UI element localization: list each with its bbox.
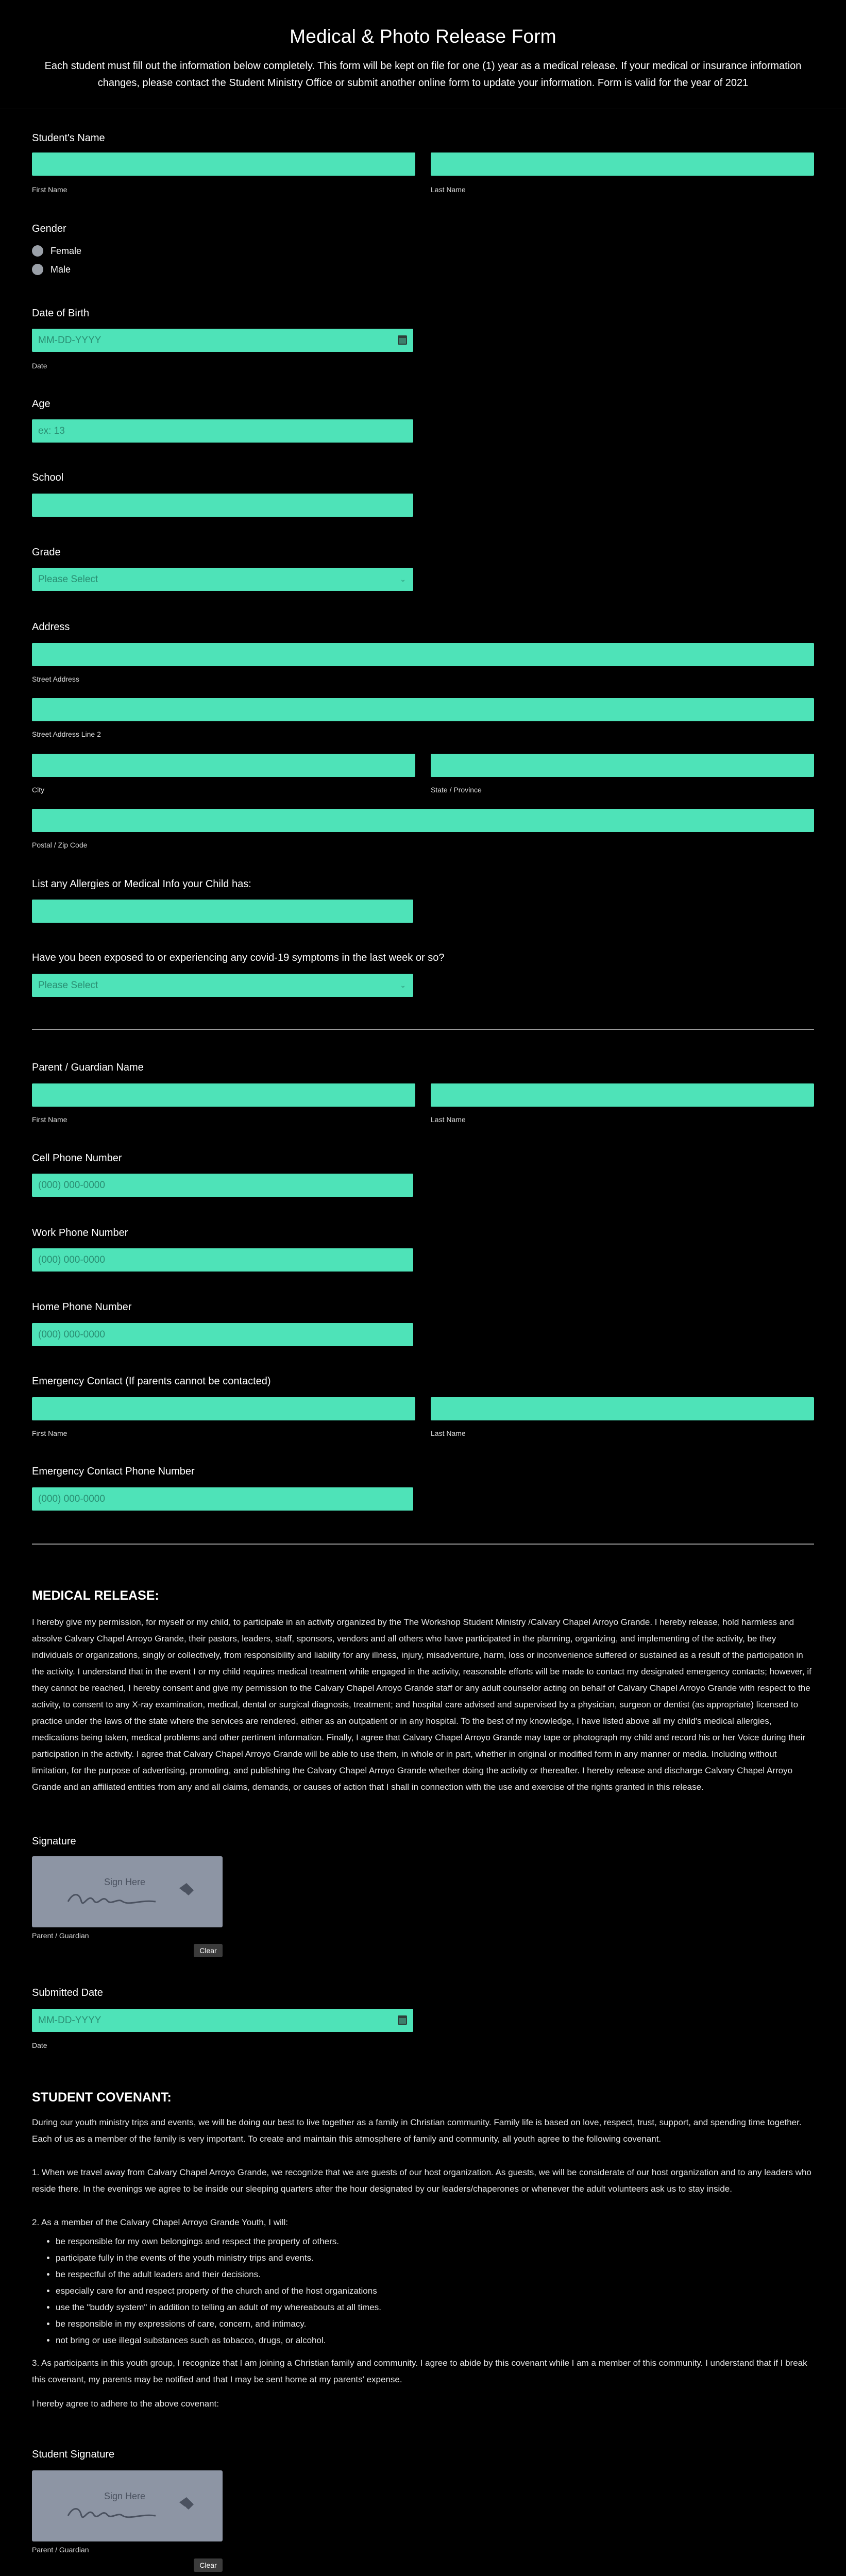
grade-placeholder: Please Select <box>38 574 98 585</box>
guardian-first-name-input[interactable] <box>32 1083 415 1107</box>
calendar-icon[interactable] <box>398 2015 407 2025</box>
covenant-intro: During our youth ministry trips and events, we will be doing our best to live together as a family in Christian community. Family life is based on love, respect, trust, support, and spending time together. Each of us as a member of the family is very important. To create and maintain this atmosphere of family and community, all youth agree to the following covenant. <box>32 2117 802 2144</box>
covenant-heading: STUDENT COVENANT: <box>32 2090 172 2105</box>
student-last-name-input[interactable] <box>431 152 814 176</box>
emergency-contact-label: Emergency Contact (If parents cannot be contacted) <box>32 1376 271 1387</box>
covenant-point-1: 1. When we travel away from Calvary Chapel Arroyo Grande, we recognize that we are guests of our host organization. As guests, we will be considerate of our host organization and to any leaders who reside there. In the evenings we agree to be inside our sleeping quarters after the hour designated by our leaders/chaperones or whenever the adult volunteers ask us to stay inside. <box>32 2167 811 2194</box>
last-name-sublabel: Last Name <box>431 185 466 194</box>
list-item: • be respectful of the adult leaders and their decisions. <box>56 2266 777 2283</box>
first-name-sublabel: First Name <box>32 1429 67 1437</box>
covenant-point-3: 3. As participants in this youth group, I recognize that I am joining a Christian family and community. I agree to abide by this covenant while I am a member of this community. I understand that if I break this covenant, my parents may be notified and that I may be sent home at my parents' expense. <box>32 2358 807 2384</box>
submitted-date-input[interactable] <box>32 2009 413 2032</box>
street-address-line2-input[interactable] <box>32 698 814 721</box>
calendar-icon[interactable] <box>398 335 407 345</box>
form-header <box>0 0 846 109</box>
chevron-down-icon: ⌄ <box>400 575 406 583</box>
student-name-label: Student's Name <box>32 132 105 144</box>
form-description: Each student must fill out the information below completely. This form will be kept on file for one (1) year as a medical release. If your medical or insurance information changes, please contact the Student Ministry Office or submit another online form to update your information. Form is valid for the year of 2021 <box>44 60 802 89</box>
radio-icon <box>32 264 43 275</box>
zip-input[interactable] <box>32 809 814 832</box>
home-phone-label: Home Phone Number <box>32 1301 132 1313</box>
section-divider <box>32 1029 814 1030</box>
dob-placeholder: MM-DD-YYYY <box>38 335 101 346</box>
sign-here-hint: Sign Here <box>104 1877 146 1887</box>
list-item: • participate fully in the events of the youth ministry trips and events. <box>56 2250 777 2266</box>
dob-label: Date of Birth <box>32 308 90 319</box>
submitted-date-label: Submitted Date <box>32 1987 103 1998</box>
female-option: Female <box>50 245 82 256</box>
student-signature-label: Student Signature <box>32 2449 115 2460</box>
last-name-sublabel: Last Name <box>431 1429 466 1437</box>
work-phone-placeholder: (000) 000-0000 <box>38 1255 105 1265</box>
emergency-phone-input[interactable] <box>32 1487 413 1511</box>
first-name-sublabel: First Name <box>32 1115 67 1124</box>
student-signature-pad[interactable] <box>32 2470 223 2541</box>
age-input[interactable] <box>32 419 413 443</box>
radio-icon <box>32 245 43 257</box>
cell-phone-input[interactable] <box>32 1174 413 1197</box>
last-name-sublabel: Last Name <box>431 1115 466 1124</box>
emergency-phone-placeholder: (000) 000-0000 <box>38 1494 105 1504</box>
dob-input[interactable] <box>32 329 413 352</box>
chevron-down-icon: ⌄ <box>400 981 406 989</box>
guardian-label: Parent / Guardian Name <box>32 1062 144 1073</box>
signature-pad[interactable] <box>32 1856 223 1927</box>
age-placeholder: ex: 13 <box>38 426 65 436</box>
state-input[interactable] <box>431 754 814 777</box>
list-item: • be responsible for my own belongings and respect the property of others. <box>56 2233 777 2250</box>
street-address-input[interactable] <box>32 643 814 666</box>
list-item: • be responsible in my expressions of care, concern, and intimacy. <box>56 2316 777 2332</box>
date-sublabel: Date <box>32 2041 47 2049</box>
work-phone-input[interactable] <box>32 1248 413 1272</box>
covid-placeholder: Please Select <box>38 980 98 991</box>
male-option: Male <box>50 264 71 275</box>
list-item: • not bring or use illegal substances such as tobacco, drugs, or alcohol. <box>56 2332 777 2349</box>
covid-select[interactable] <box>32 974 413 997</box>
section-divider <box>32 1544 814 1545</box>
list-item: • use the "buddy system" in addition to telling an adult of my whereabouts at all times. <box>56 2299 777 2316</box>
street-address-sublabel: Street Address <box>32 675 79 683</box>
cell-phone-label: Cell Phone Number <box>32 1153 122 1164</box>
gender-male-radio[interactable] <box>32 264 71 275</box>
state-sublabel: State / Province <box>431 786 482 794</box>
signature-sublabel: Parent / Guardian <box>32 1931 89 1940</box>
gender-female-radio[interactable] <box>32 245 81 257</box>
grade-label: Grade <box>32 547 61 558</box>
school-label: School <box>32 472 64 483</box>
clear-signature-button[interactable]: Clear <box>194 2558 223 2572</box>
age-label: Age <box>32 398 50 410</box>
allergies-input[interactable] <box>32 900 413 923</box>
city-input[interactable] <box>32 754 415 777</box>
sign-here-hint: Sign Here <box>104 2491 146 2501</box>
emergency-phone-label: Emergency Contact Phone Number <box>32 1466 195 1477</box>
city-sublabel: City <box>32 786 45 794</box>
first-name-sublabel: First Name <box>32 185 67 194</box>
date-sublabel: Date <box>32 362 47 370</box>
gender-label: Gender <box>32 223 66 234</box>
allergies-label: List any Allergies or Medical Info your Child has: <box>32 878 251 890</box>
signature-scribble-icon <box>32 1856 223 1927</box>
list-item: • especially care for and respect property of the church and of the host organizations <box>56 2283 777 2299</box>
covenant-point-2: 2. As a member of the Calvary Chapel Arroyo Grande Youth, I will: <box>32 2217 289 2227</box>
page-title: Medical & Photo Release Form <box>290 26 556 47</box>
school-input[interactable] <box>32 494 413 517</box>
covid-label: Have you been exposed to or experiencing any covid-19 symptoms in the last week or so? <box>32 952 445 963</box>
covenant-bullet-list <box>56 2233 777 2349</box>
emergency-first-name-input[interactable] <box>32 1397 415 1420</box>
home-phone-placeholder: (000) 000-0000 <box>38 1329 105 1340</box>
home-phone-input[interactable] <box>32 1323 413 1346</box>
covenant-agree-text: I hereby agree to adhere to the above covenant: <box>32 2399 219 2409</box>
submitted-date-placeholder: MM-DD-YYYY <box>38 2015 101 2026</box>
signature-scribble-icon <box>32 2470 223 2541</box>
student-first-name-input[interactable] <box>32 152 415 176</box>
street-address-line2-sublabel: Street Address Line 2 <box>32 730 101 738</box>
grade-select[interactable] <box>32 568 413 591</box>
work-phone-label: Work Phone Number <box>32 1227 128 1239</box>
signature-label: Signature <box>32 1836 76 1847</box>
cell-phone-placeholder: (000) 000-0000 <box>38 1180 105 1191</box>
medical-release-heading: MEDICAL RELEASE: <box>32 1588 159 1603</box>
zip-sublabel: Postal / Zip Code <box>32 841 88 849</box>
medical-release-text: I hereby give my permission, for myself or my child, to participate in an activity organized by the The Workshop Student Ministry /Calvary Chapel Arroyo Grande. I hereby release, hold harmless and absolve Calvary Chapel Arroyo Grande, their pastors, leaders, staff, sponsors, vendors and all others who have participated in the planning, organizing, and implementing of the activity, be they individuals or organizations, singly or collectively, from responsibility and liability for any illness, injury, misadventure, harm, loss or inconvenience suffered or sustained as a result of the participation in the activity. I understand that in the event I or my child requires medical treatment while engaged in the activity, reasonable efforts will be made to contact my designated emergency contacts; however, if they cannot be reached, I hereby consent and give my permission to the Calvary Chapel Arroyo Grande staff or any adult counselor acting on behalf of Calvary Chapel Arroyo Grande with respect to the activity, to consent to any X-ray examination, medical, dental or surgical diagnosis, treatment; and hospital care advised and supervised by a physician, surgeon or dentist (as appropriate) licensed to practice under the laws of the state where the services are rendered, either as an outpatient or in any hospital. To the best of my knowledge, I have listed above all my child's medical allergies, medications being taken, medical problems and other pertinent information. Finally, I agree that Calvary Chapel Arroyo Grande may tape or photograph my child and record his or her Voice during their participation in the activity. I agree that Calvary Chapel Arroyo Grande will be able to use them, in whole or in part, whether in original or modified form in any manner or media. Including without limitation, for the purpose of advertising, promoting, and publishing the Calvary Chapel Arroyo Grande whether doing the activity or thereafter. I hereby release and discharge Calvary Chapel Arroyo Grande and an affiliated entities from any and all claims, demands, or causes of action that I shall in connection with the use and exercise of the rights granted in this release. <box>32 1617 811 1792</box>
address-label: Address <box>32 621 70 633</box>
guardian-last-name-input[interactable] <box>431 1083 814 1107</box>
clear-signature-button[interactable]: Clear <box>194 1944 223 1957</box>
signature-sublabel: Parent / Guardian <box>32 2546 89 2554</box>
emergency-last-name-input[interactable] <box>431 1397 814 1420</box>
